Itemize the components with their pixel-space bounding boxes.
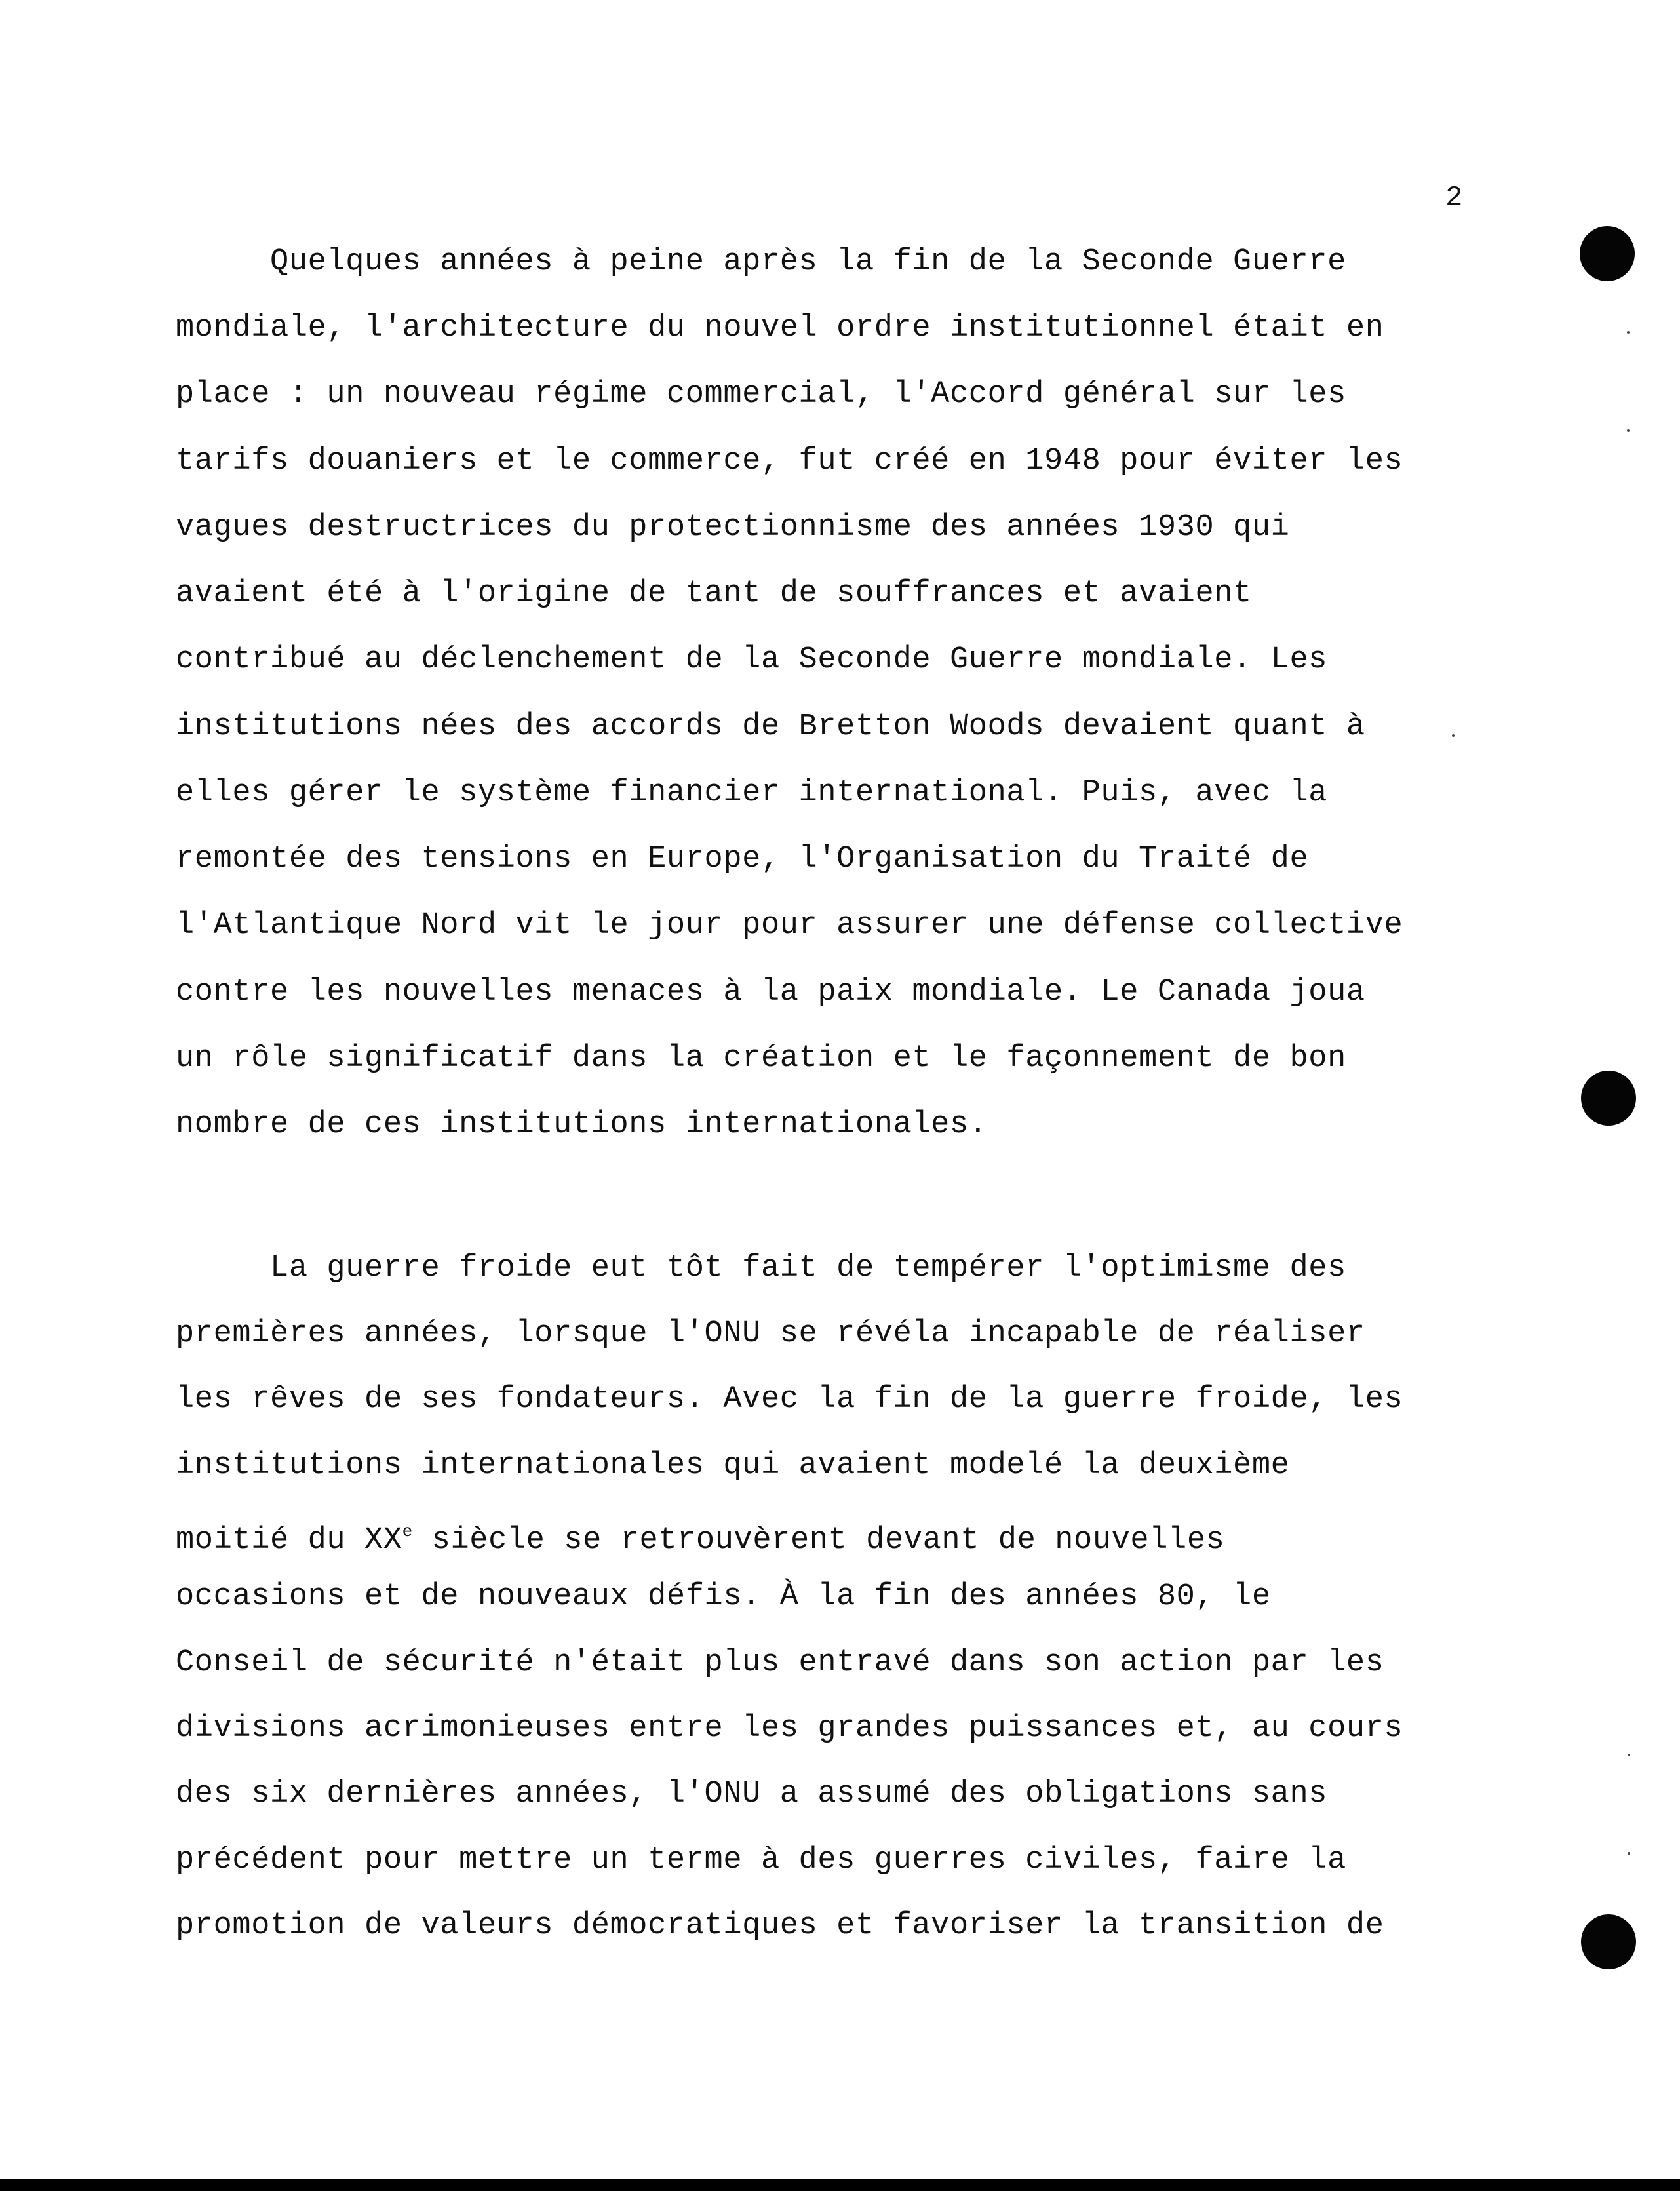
text-line: contribué au déclenchement de la Seconde Guerre mondiale. Les	[176, 642, 1328, 677]
punch-hole	[1581, 1914, 1636, 1969]
scan-speck	[1627, 429, 1630, 432]
text-line: un rôle significatif dans la création et le façonnement de bon	[176, 1041, 1346, 1076]
text-line: mondiale, l'architecture du nouvel ordre institutionnel était en	[176, 311, 1384, 345]
scan-edge	[0, 2179, 1680, 2191]
text-line: nombre de ces institutions internationales.	[176, 1107, 988, 1142]
text-line: des six dernières années, l'ONU a assumé des obligations sans	[176, 1777, 1328, 1811]
punch-hole	[1581, 1071, 1636, 1126]
punch-hole	[1580, 226, 1635, 281]
text-line: institutions internationales qui avaient modelé la deuxième	[176, 1448, 1290, 1483]
scan-speck	[1452, 734, 1455, 737]
text-segment: siècle se retrouvèrent devant de nouvelles	[412, 1523, 1225, 1558]
text-line: les rêves de ses fondateurs. Avec la fin de la guerre froide, les	[176, 1382, 1403, 1417]
page-number: 2	[1445, 182, 1463, 214]
text-line: l'Atlantique Nord vit le jour pour assurer une défense collective	[176, 908, 1403, 943]
text-line: tarifs douaniers et le commerce, fut créé en 1948 pour éviter les	[176, 444, 1403, 479]
scan-speck	[1628, 1852, 1630, 1855]
text-line: remontée des tensions en Europe, l'Organisation du Traité de	[176, 842, 1309, 877]
text-line: Conseil de sécurité n'était plus entravé dans son action par les	[176, 1646, 1384, 1680]
text-line: institutions nées des accords de Bretton Woods devaient quant à	[176, 709, 1365, 744]
text-line: vagues destructrices du protectionnisme des années 1930 qui	[176, 510, 1290, 545]
superscript: e	[402, 1522, 413, 1541]
text-line: avaient été à l'origine de tant de souffrances et avaient	[176, 576, 1252, 611]
text-line: place : un nouveau régime commercial, l'Accord général sur les	[176, 377, 1346, 412]
text-line: elles gérer le système financier international. Puis, avec la	[176, 776, 1328, 810]
text-line: contre les nouvelles menaces à la paix mondiale. Le Canada joua	[176, 975, 1365, 1010]
text-line: Quelques années à peine après la fin de la Seconde Guerre	[176, 245, 1346, 279]
text-line: divisions acrimonieuses entre les grandes puissances et, au cours	[176, 1711, 1403, 1746]
text-line: La guerre froide eut tôt fait de tempérer l'optimisme des	[176, 1251, 1346, 1286]
text-line: premières années, lorsque l'ONU se révéla incapable de réaliser	[176, 1316, 1365, 1351]
text-segment: moitié du XX	[176, 1523, 402, 1558]
text-line: occasions et de nouveaux défis. À la fin des années 80, le	[176, 1579, 1271, 1614]
scan-speck	[1628, 1754, 1630, 1756]
text-line	[176, 1512, 1224, 1560]
text-line: précédent pour mettre un terme à des guerres civiles, faire la	[176, 1843, 1346, 1878]
scan-speck	[1627, 331, 1630, 334]
text-line: promotion de valeurs démocratiques et favoriser la transition de	[176, 1908, 1384, 1943]
